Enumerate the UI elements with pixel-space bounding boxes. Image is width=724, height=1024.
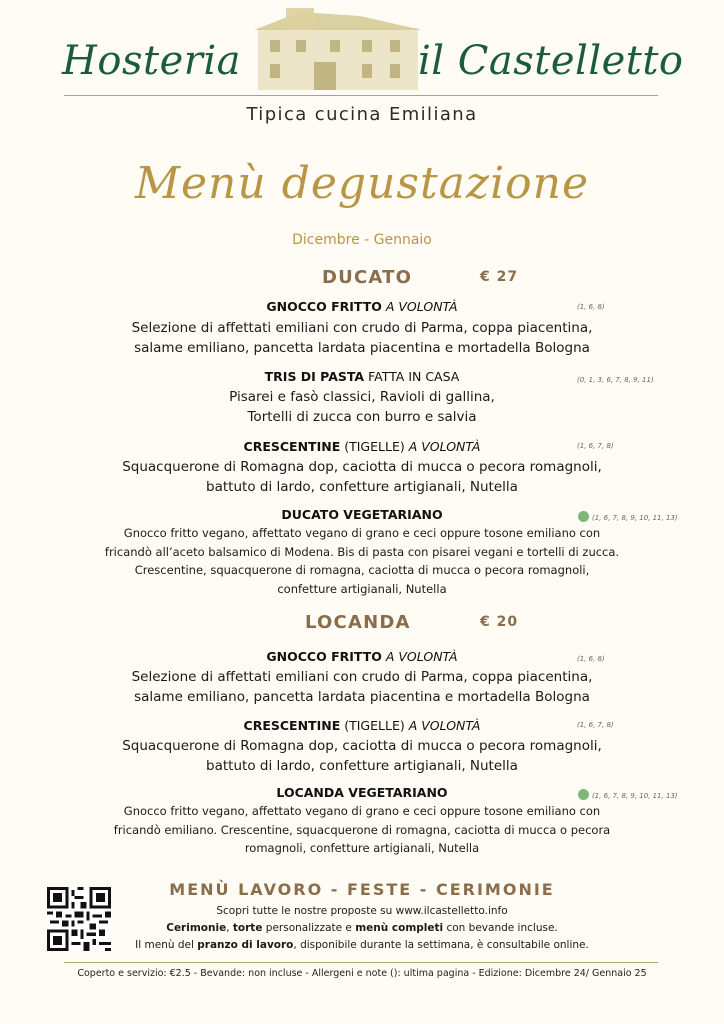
allergen-list: (1, 6, 7, 8) (577, 442, 614, 450)
price-ducato: € 27 (480, 269, 519, 285)
hosteria-building-illustration (250, 6, 426, 92)
lavoro-lunch-line: Il menù del pranzo di lavoro, disponibile durante la settimana, è consultabile online. (135, 939, 589, 951)
footer-note: Coperto e servizio: €2.5 - Bevande: non incluse - Allergeni e note (): ultima pagina - Edizione: Dicembre 24/ Gennaio 25 (77, 968, 647, 979)
dish-title: DUCATO VEGETARIANO (281, 507, 443, 522)
dish-title: CRESCENTINE (TIGELLE) A VOLONTÀ (243, 439, 481, 454)
section-title-ducato: DUCATO (322, 267, 413, 288)
header-divider (64, 95, 658, 96)
brand-name-hosteria: Hosteria (62, 38, 241, 84)
allergen-list: (1, 6, 7, 8) (577, 721, 614, 729)
qr-code[interactable] (47, 887, 111, 951)
dish-description: Squacquerone di Romagna dop, caciotta di mucca o pecora romagnoli, battuto di lardo, confetture artigianali, Nutella (122, 738, 602, 774)
dish-title: TRIS DI PASTA FATTA IN CASA (264, 369, 460, 384)
dish-title: GNOCCO FRITTO A VOLONTÀ (266, 299, 458, 314)
menu-title: Menù degustazione (134, 158, 590, 209)
footer-divider (64, 962, 658, 963)
dish-description: Squacquerone di Romagna dop, caciotta di mucca o pecora romagnoli, battuto di lardo, confetture artigianali, Nutella (122, 459, 602, 495)
vegetarian-leaf-icon (578, 511, 589, 522)
dish-title: LOCANDA VEGETARIANO (276, 785, 448, 800)
dish-description: Selezione di affettati emiliani con crudo di Parma, coppa piacentina, salame emiliano, pancetta lardata piacentina e mortadella Bologna (131, 320, 593, 356)
section-title-locanda: LOCANDA (305, 612, 411, 633)
dish-title: CRESCENTINE (TIGELLE) A VOLONTÀ (243, 718, 481, 733)
menu-season: Dicembre - Gennaio (292, 232, 432, 248)
tagline: Tipica cucina Emiliana (246, 104, 478, 125)
dish-description: Gnocco fritto vegano, affettato vegano di grano e ceci oppure tosone emiliano con fricandò all’aceto balsamico di Modena. Bis di pasta con pisarei vegani e tortelli di zucca. Crescentine, squacquerone di romagna, caciotta di mucca o pecora romagnoli, confetture artigianali, Nutella (104, 526, 620, 596)
price-locanda: € 20 (480, 614, 519, 630)
dish-title: GNOCCO FRITTO A VOLONTÀ (266, 649, 458, 664)
lavoro-ceremony-line: Cerimonie, torte personalizzate e menù completi con bevande incluse. (166, 922, 558, 934)
allergen-list: (1, 6, 8) (577, 655, 605, 663)
lavoro-website-line: Scopri tutte le nostre proposte su www.ilcastelletto.info (216, 905, 508, 917)
dish-description: Gnocco fritto vegano, affettato vegano di grano e ceci oppure tosone emiliano con fricandò emiliano. Crescentine, squacquerone di romagna, caciotta di mucca o pecora romagnoli, confetture artigianali, Nutella (113, 804, 611, 855)
allergen-list: (1, 6, 8) (577, 303, 605, 311)
brand-name-castelletto: il Castelletto (418, 38, 684, 84)
dish-description: Pisarei e fasò classici, Ravioli di gallina, Tortelli di zucca con burro e salvia (229, 389, 495, 425)
dish-description: Selezione di affettati emiliani con crudo di Parma, coppa piacentina, salame emiliano, pancetta lardata piacentina e mortadella Bologna (131, 669, 593, 705)
lavoro-title: MENÙ LAVORO - FESTE - CERIMONIE (169, 880, 555, 899)
allergen-list: (0, 1, 3, 6, 7, 8, 9, 11) (577, 376, 654, 384)
allergen-list: (1, 6, 7, 8, 9, 10, 11, 13) (578, 511, 678, 522)
vegetarian-leaf-icon (578, 789, 589, 800)
allergen-list: (1, 6, 7, 8, 9, 10, 11, 13) (578, 789, 678, 800)
